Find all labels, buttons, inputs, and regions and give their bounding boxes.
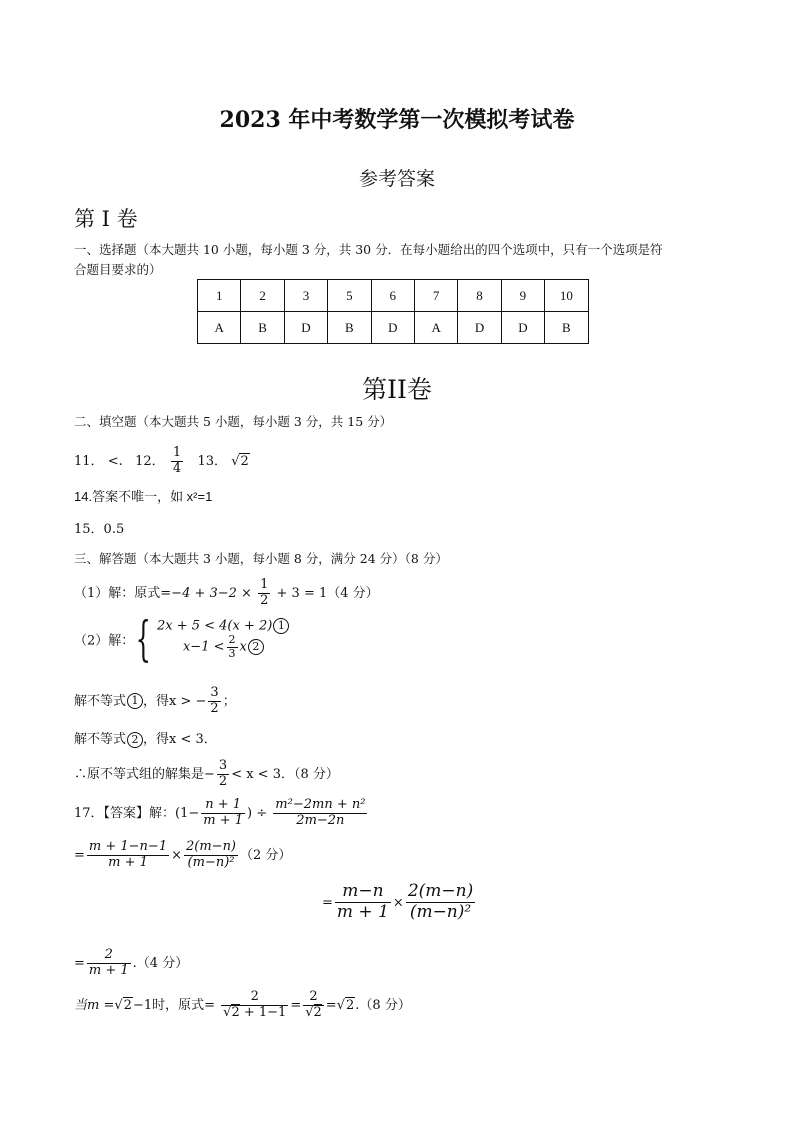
fraction-denominator: (m−n)² <box>409 901 472 922</box>
fraction-numerator: 2 <box>221 990 288 1006</box>
fraction-denominator: 2 <box>210 700 219 716</box>
inequality-system <box>157 618 289 660</box>
q13-sqrt: √2 <box>231 453 249 469</box>
table-cell: 3 <box>284 280 327 312</box>
page-title: 2023 年中考数学第一次模拟考试卷 <box>219 107 575 133</box>
score-note: .（8 分） <box>355 997 411 1013</box>
inequality-2-text: x−1 < <box>182 639 225 655</box>
q17-line-2-fraction-2 <box>184 840 238 871</box>
q17-line-5-prefix: 当m = <box>74 997 115 1013</box>
solution-3-prefix: ∴原不等式组的解集是− <box>74 766 215 782</box>
volume-2-heading: 第II卷 <box>362 375 432 404</box>
inequality-1-text: 2x + 5 < 4(x + 2) <box>156 618 273 634</box>
q17-line-1 <box>74 798 369 829</box>
q17-line-5-fraction-2 <box>303 990 324 1021</box>
fraction-denominator: m + 1 <box>203 812 244 828</box>
table-cell: 7 <box>414 280 457 312</box>
table-cell: D <box>501 312 544 344</box>
page-subtitle: 参考答案 <box>358 168 435 190</box>
fraction-denominator: 2 <box>260 592 269 608</box>
circled-2: 2 <box>127 732 143 748</box>
q17-operator: ) ÷ <box>247 805 268 821</box>
section-3-heading: 三、解答题（本大题共 3 小题，每小题 8 分，满分 24 分）（8 分） <box>74 551 448 566</box>
times-sign: × <box>392 895 404 911</box>
circled-1: 1 <box>273 618 289 634</box>
table-cell: 1 <box>198 280 241 312</box>
fraction-numerator: 1 <box>172 445 182 460</box>
solution-2-text: ，得x < 3． <box>143 732 217 747</box>
sqrt-radicand: 2 <box>240 453 249 469</box>
solution-1-text: ，得x > − <box>143 693 207 709</box>
fraction-denominator: 4 <box>172 460 182 476</box>
sqrt-radicand: 2 <box>123 997 132 1013</box>
score-note: （2 分） <box>240 847 292 863</box>
q17-line-3-fraction-1 <box>335 882 391 922</box>
solution-1-end: ； <box>222 693 236 709</box>
q17-line-2 <box>74 840 291 871</box>
fraction-denominator: √2 <box>305 1004 322 1020</box>
q17-line-5-fraction-1 <box>221 990 288 1021</box>
brace-symbol: { <box>135 611 152 668</box>
fraction-numerator: 2 <box>87 948 131 964</box>
fraction-denominator: m + 1 <box>88 962 129 978</box>
q17-line-4 <box>74 948 188 979</box>
sqrt-expression: √2 <box>114 997 132 1013</box>
q13-label: 13． <box>197 453 228 469</box>
q16-part-2 <box>74 611 289 668</box>
solution-2-prefix: 解不等式 <box>74 732 127 747</box>
equals-sign: = <box>74 847 85 863</box>
fraction-numerator: 2(m−n) <box>407 881 474 901</box>
section-2-heading: 二、填空题（本大题共 5 小题，每小题 3 分，共 15 分） <box>74 414 393 429</box>
sqrt-radicand: 2 <box>346 997 355 1013</box>
fraction-numerator: 2 <box>228 633 236 646</box>
q12-fraction <box>171 446 183 477</box>
q16-1-expr: =−4 + 3−2 × <box>160 585 252 601</box>
fraction-denominator: (m−n)² <box>187 854 235 870</box>
fraction-denominator: √2 + 1−1 <box>223 1004 287 1020</box>
equals-sign: = <box>325 997 337 1013</box>
q17-fraction-2 <box>273 798 367 829</box>
q17-line-5-text: −1时，原式= <box>132 997 215 1013</box>
inequality-2-fraction <box>227 634 238 660</box>
q17-line-4-fraction <box>87 948 131 979</box>
inequality-2-var: x <box>239 639 247 655</box>
q11-label: 11． <box>74 453 104 469</box>
q16-part-1 <box>74 578 379 609</box>
fraction-numerator: 1 <box>260 577 269 592</box>
circled-2: 2 <box>248 639 264 655</box>
fraction-numerator: 3 <box>210 685 219 700</box>
inequality-1 <box>157 618 289 634</box>
table-cell: D <box>284 312 327 344</box>
sqrt-result: √2 <box>336 997 355 1013</box>
fraction-numerator: 2 <box>303 990 324 1006</box>
answer-table-answer-row <box>198 312 589 344</box>
section-1-line-1: 一、选择题（本大题共 10 小题，每小题 3 分，共 30 分．在每小题给出的四个选项中，只有一个选项是符 <box>74 242 663 257</box>
q17-line-3 <box>322 882 477 922</box>
denominator-rest: + 1−1 <box>239 1004 287 1020</box>
solution-3-end: < x < 3．（8 分） <box>231 766 339 782</box>
table-cell: 10 <box>545 280 588 312</box>
table-cell: A <box>198 312 241 344</box>
solution-1 <box>74 686 236 717</box>
fraction-numerator: m + 1−n−1 <box>88 839 168 854</box>
sqrt-radicand: 2 <box>313 1004 322 1020</box>
q12-label: 12． <box>135 453 165 469</box>
circled-1: 1 <box>127 693 143 709</box>
q17-line-2-fraction-1 <box>87 840 169 871</box>
table-cell: B <box>241 312 284 344</box>
q16-1-fraction <box>258 578 270 609</box>
equals-sign: = <box>290 997 302 1013</box>
q16-1-prefix: （1）解：原式 <box>74 585 161 601</box>
q16-2-prefix: （2）解： <box>74 633 135 649</box>
fill-answers-11-13 <box>74 446 250 477</box>
q16-1-result: + 3 = 1（4 分） <box>276 585 379 601</box>
q14-answer: 14.答案不唯一，如 x²=1 <box>74 489 213 504</box>
answer-table-number-row <box>198 280 589 312</box>
section-1-line-2: 合题目要求的） <box>74 262 162 277</box>
sqrt-radicand: 2 <box>231 1004 240 1020</box>
equals-sign: = <box>322 895 333 911</box>
q17-label: 17．【答案】解：(1− <box>74 805 200 821</box>
fraction-denominator: m + 1 <box>336 901 389 922</box>
fraction-numerator: n + 1 <box>201 798 245 814</box>
equals-sign: = <box>74 955 85 971</box>
table-cell: 8 <box>458 280 501 312</box>
solution-3-fraction <box>217 759 229 790</box>
table-cell: D <box>458 312 501 344</box>
score-note: .（4 分） <box>132 955 189 971</box>
table-cell: 2 <box>241 280 284 312</box>
table-cell: D <box>371 312 414 344</box>
q15-answer: 15．0.5 <box>74 522 125 537</box>
volume-1-heading: 第 I 卷 <box>74 207 138 231</box>
q17-fraction-1 <box>201 798 245 829</box>
fraction-denominator: 2m−2n <box>296 812 345 828</box>
section-1-heading <box>74 240 663 280</box>
table-cell: 6 <box>371 280 414 312</box>
solution-2 <box>74 728 217 748</box>
fraction-numerator: m²−2mn + n² <box>275 797 366 812</box>
solution-1-prefix: 解不等式 <box>74 693 127 709</box>
fraction-numerator: 2(m−n) <box>186 839 237 854</box>
q11-answer: <. <box>107 453 123 469</box>
table-cell: B <box>545 312 588 344</box>
table-cell: 5 <box>328 280 371 312</box>
fraction-numerator: 3 <box>218 758 228 773</box>
answer-table <box>197 279 589 344</box>
solution-1-fraction <box>208 686 220 717</box>
fraction-denominator: m + 1 <box>108 854 148 870</box>
fraction-denominator: 2 <box>218 773 228 789</box>
fraction-denominator: 3 <box>228 646 236 660</box>
table-cell: B <box>328 312 371 344</box>
fraction-numerator: m−n <box>335 882 391 903</box>
table-cell: A <box>414 312 457 344</box>
inequality-2 <box>157 634 289 660</box>
q17-line-5 <box>74 990 411 1021</box>
q17-line-3-fraction-2 <box>406 882 475 922</box>
table-cell: 9 <box>501 280 544 312</box>
solution-3 <box>74 759 339 790</box>
times-sign: × <box>171 847 182 863</box>
